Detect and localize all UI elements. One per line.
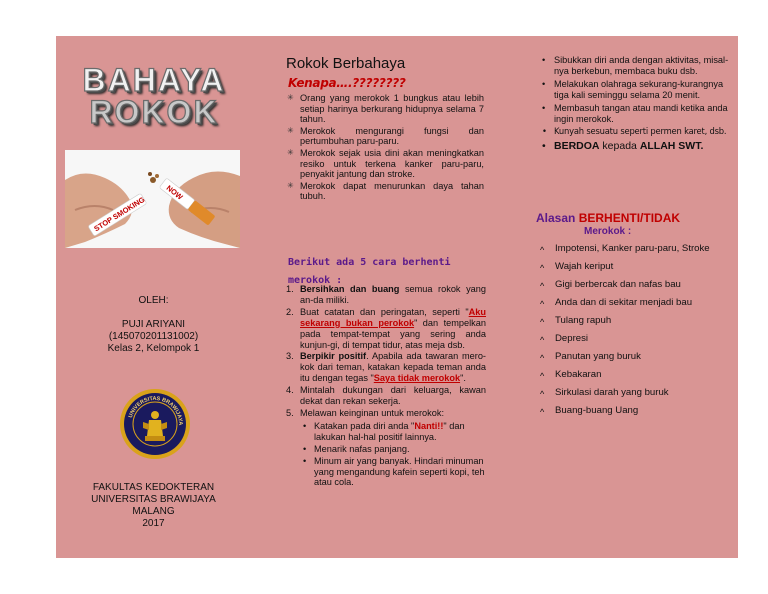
tip-item: • Melakukan olahraga sekurang-kurangnya tiga kali seminggu selama 20 menit. bbox=[540, 79, 736, 101]
stop-smoking-photo bbox=[65, 150, 240, 248]
faculty-line-1: FAKULTAS KEDOKTERAN bbox=[92, 482, 215, 493]
reason-item: ^ Tulang rapuh bbox=[538, 312, 734, 330]
way-item bbox=[286, 284, 486, 306]
title-line-2: ROKOK bbox=[89, 94, 219, 130]
way-number: 3. bbox=[286, 351, 294, 362]
reason-item: ^ Gigi berbercak dan nafas bau bbox=[538, 276, 734, 294]
ways-heading: Berikut ada 5 cara berhenti merokok : bbox=[288, 257, 451, 286]
reasons-heading-highlight: BERHENTI/TIDAK bbox=[578, 211, 681, 225]
author-label: OLEH: bbox=[138, 295, 169, 306]
reason-item: ^ Wajah keriput bbox=[538, 258, 734, 276]
left-panel bbox=[56, 36, 251, 558]
title-line-1: BAHAYA bbox=[82, 62, 226, 98]
brochure-page bbox=[56, 36, 738, 558]
reason-item: ^ Kebakaran bbox=[538, 366, 734, 384]
sub-text: " dan lakukan hal-hal positif lainnya. bbox=[314, 420, 465, 442]
reasons-heading bbox=[536, 211, 732, 237]
way-text: Mintalah dukungan dari keluarga, kawan dekat dan rekan sekerja. bbox=[300, 385, 486, 407]
way-bold: Berpikir positif bbox=[300, 351, 367, 362]
way-text: semua rokok yang an-da miliki. bbox=[300, 284, 486, 305]
way-text: Melawan keinginan untuk merokok: bbox=[300, 407, 445, 418]
berdoa-item bbox=[540, 141, 736, 152]
way-number: 4. bbox=[286, 385, 294, 396]
way-number: 2. bbox=[286, 306, 294, 317]
why-list bbox=[286, 93, 484, 203]
sub-item: • Menarik nafas panjang. bbox=[300, 444, 486, 455]
faculty-line-3: MALANG bbox=[132, 506, 175, 517]
tip-item: • Kunyah sesuatu seperti permen karet, dsb. bbox=[540, 126, 736, 137]
berdoa-bold: ALLAH SWT. bbox=[639, 140, 704, 153]
tips-list bbox=[540, 55, 736, 154]
way-number: 5. bbox=[286, 407, 294, 418]
way-number: 1. bbox=[286, 284, 294, 294]
way-text: Buat catatan dan peringatan, seperti " bbox=[300, 306, 469, 317]
why-item: ✳ Merokok mengurangi fungsi dan pertumbuhan paru-paru. bbox=[286, 126, 484, 147]
tip-item: • Membasuh tangan atau mandi ketika anda ingin merokok. bbox=[540, 103, 736, 125]
why-heading: Kenapa….???????? bbox=[288, 76, 406, 90]
reasons-heading-text: Alasan bbox=[536, 211, 579, 225]
way-text: ". bbox=[460, 373, 466, 384]
author-info bbox=[56, 319, 251, 355]
way-highlight: Aku bbox=[468, 306, 486, 317]
way-text: . Apabila ada tawaran mero-kok dari teman, katakan kepada teman anda itu dengan tegas " bbox=[300, 351, 486, 384]
way-item bbox=[286, 307, 486, 351]
reasons-subheading: Merokok : bbox=[584, 226, 632, 237]
way-item bbox=[286, 408, 486, 488]
author-id: (145070201131002) bbox=[108, 331, 199, 342]
berdoa-text: kepada bbox=[599, 140, 640, 153]
way-bold: Bersihkan dan buang bbox=[300, 284, 400, 294]
why-item: ✳ Orang yang merokok 1 bungkus atau lebih setiap harinya berkurang hidupnya selama 7 tahun. bbox=[286, 93, 484, 125]
reason-item: ^ Impotensi, Kanker paru-paru, Stroke bbox=[538, 240, 734, 258]
why-item: ✳ Merokok dapat menurunkan daya tahan tubuh. bbox=[286, 181, 484, 202]
image-caption-now: NOW bbox=[164, 183, 185, 202]
faculty-line-4: 2017 bbox=[142, 518, 165, 529]
way-item bbox=[286, 385, 486, 407]
reason-item: ^ Depresi bbox=[538, 330, 734, 348]
way5-sublist bbox=[300, 421, 486, 488]
way-highlight: sekarang bukan perokok bbox=[300, 317, 415, 328]
faculty-info bbox=[56, 482, 251, 530]
image-caption-stop: STOP SMOKING bbox=[92, 194, 147, 234]
author-class: Kelas 2, Kelompok 1 bbox=[107, 343, 200, 354]
emblem-text: UNIVERSITAS BRAWIJAYA bbox=[127, 395, 184, 426]
way-text: " dan tempelkan pada tempat-tempat yang sering anda kunjun-gi, di tempat tidur, atas meja dsb. bbox=[300, 317, 486, 350]
way-highlight: Saya tidak merokok bbox=[373, 373, 461, 384]
brochure-title bbox=[58, 64, 250, 128]
sub-text: Katakan pada diri anda " bbox=[314, 420, 415, 431]
reasons-list bbox=[538, 240, 734, 420]
sub-item: • Minum air yang banyak. Hindari minuman yang mengandung kafein seperti kopi, teh atau cola. bbox=[300, 456, 486, 489]
author-name: PUJI ARIYANI bbox=[121, 319, 186, 330]
faculty-line-2: UNIVERSITAS BRAWIJAYA bbox=[91, 494, 216, 505]
way-item bbox=[286, 351, 486, 384]
tip-item: • Sibukkan diri anda dengan aktivitas, misal-nya berkebun, membaca buku dsb. bbox=[540, 55, 736, 77]
berdoa-bold: BERDOA bbox=[554, 140, 600, 153]
why-item: ✳ Merokok sejak usia dini akan meningkatkan resiko untuk terkena kanker paru-paru, penyakit jantung dan stroke. bbox=[286, 148, 484, 180]
section-heading: Rokok Berbahaya bbox=[286, 55, 406, 72]
sub-item bbox=[300, 421, 486, 443]
reason-item: ^ Buang-buang Uang bbox=[538, 402, 734, 420]
university-emblem-icon bbox=[119, 388, 191, 465]
sub-highlight: Nanti!! bbox=[414, 420, 444, 431]
reason-item: ^ Anda dan di sekitar menjadi bau bbox=[538, 294, 734, 312]
reason-item: ^ Sirkulasi darah yang buruk bbox=[538, 384, 734, 402]
ways-list bbox=[286, 284, 486, 489]
reason-item: ^ Panutan yang buruk bbox=[538, 348, 734, 366]
